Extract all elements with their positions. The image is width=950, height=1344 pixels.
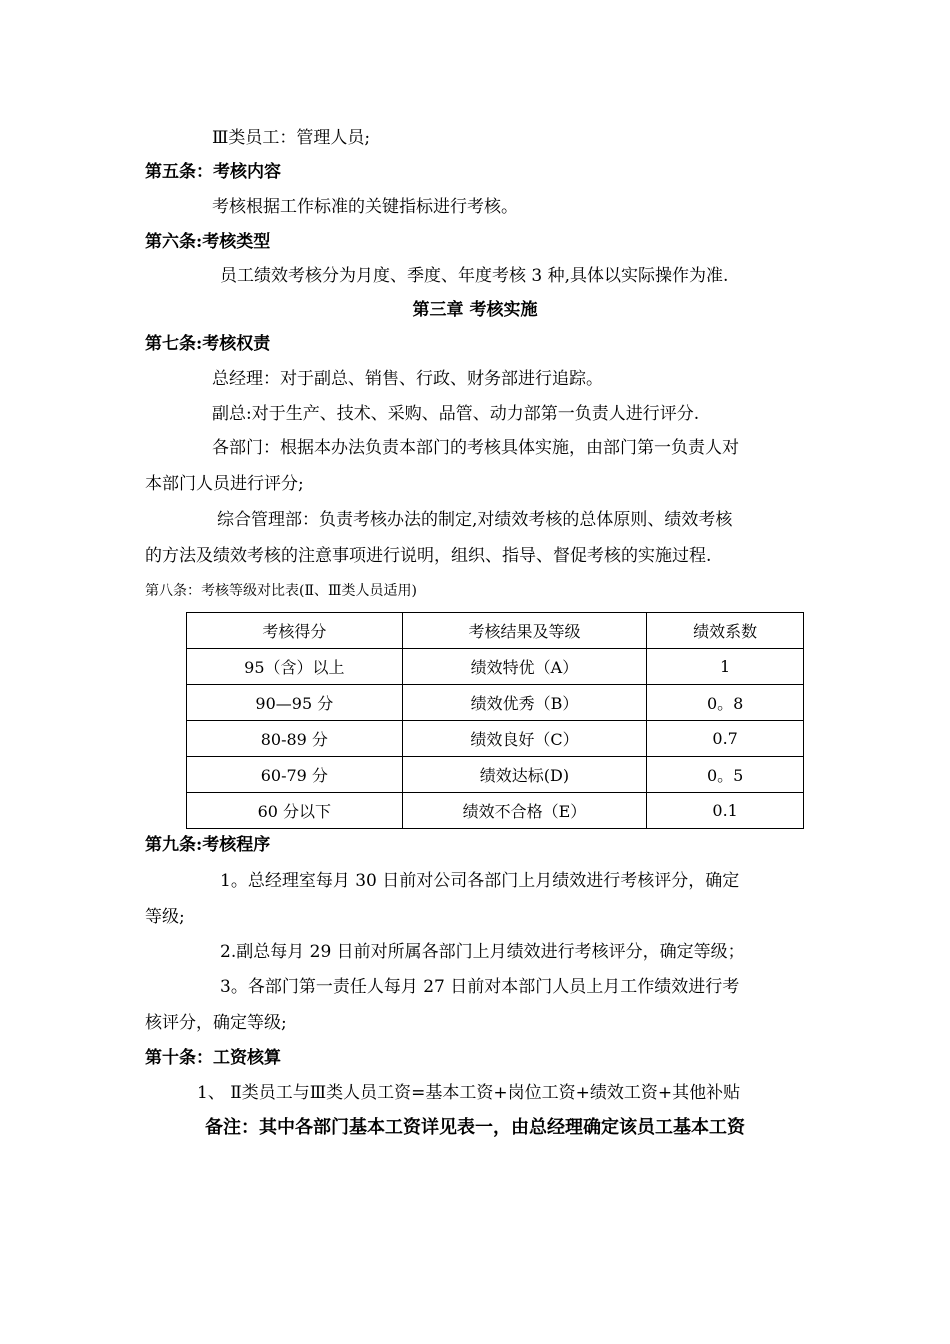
procedure-step-3-cont: 核评分，确定等级; <box>145 1013 287 1033</box>
table-cell: 绩效不合格（E） <box>402 793 647 829</box>
table-header-cell: 绩效系数 <box>647 613 804 649</box>
heading-article-5: 第五条：考核内容 <box>145 162 281 182</box>
table-header-cell: 考核得分 <box>187 613 403 649</box>
table-cell: 1 <box>647 649 804 685</box>
table-cell: 绩效达标(D) <box>402 757 647 793</box>
table-cell: 绩效良好（C） <box>402 721 647 757</box>
paragraph-admin-dept-cont: 的方法及绩效考核的注意事项进行说明，组织、指导、督促考核的实施过程. <box>145 546 712 566</box>
procedure-step-1: 1。总经理室每月 30 日前对公司各部门上月绩效进行考核评分，确定 <box>220 871 740 891</box>
paragraph-article-5: 考核根据工作标准的关键指标进行考核。 <box>212 197 518 217</box>
paragraph-deputy-manager: 副总:对于生产、技术、采购、品管、动力部第一负责人进行评分. <box>212 404 700 424</box>
procedure-step-1-cont: 等级; <box>145 907 185 927</box>
grade-comparison-table <box>186 612 804 829</box>
table-header-cell: 考核结果及等级 <box>402 613 647 649</box>
table-row <box>187 757 804 793</box>
paragraph-general-manager: 总经理：对于副总、销售、行政、财务部进行追踪。 <box>212 369 603 389</box>
table-cell: 0.7 <box>647 721 804 757</box>
heading-article-7: 第七条:考核权责 <box>145 334 271 354</box>
table-cell: 0.1 <box>647 793 804 829</box>
salary-formula: 1、 Ⅱ类员工与Ⅲ类人员工资=基本工资+岗位工资+绩效工资+其他补贴 <box>197 1083 741 1103</box>
paragraph-article-6: 员工绩效考核分为月度、季度、年度考核 3 种,具体以实际操作为准. <box>220 266 729 286</box>
table-row <box>187 649 804 685</box>
table-cell: 95（含）以上 <box>187 649 403 685</box>
table-row <box>187 685 804 721</box>
heading-article-10: 第十条：工资核算 <box>145 1048 281 1068</box>
table-cell: 80-89 分 <box>187 721 403 757</box>
table-cell: 60-79 分 <box>187 757 403 793</box>
table-header-row <box>187 613 804 649</box>
table-cell: 0。8 <box>647 685 804 721</box>
paragraph-departments: 各部门：根据本办法负责本部门的考核具体实施，由部门第一负责人对 <box>212 438 739 458</box>
procedure-step-3: 3。各部门第一责任人每月 27 日前对本部门人员上月工作绩效进行考 <box>220 977 740 997</box>
heading-article-9: 第九条:考核程序 <box>145 835 271 855</box>
table-cell: 90—95 分 <box>187 685 403 721</box>
procedure-step-2: 2.副总每月 29 日前对所属各部门上月绩效进行考核评分，确定等级； <box>220 942 745 962</box>
table-row <box>187 793 804 829</box>
heading-article-8: 第八条：考核等级对比表(Ⅱ、Ⅲ类人员适用) <box>145 583 417 599</box>
paragraph-departments-cont: 本部门人员进行评分; <box>145 474 304 494</box>
paragraph-employee-class-3: Ⅲ类员工：管理人员; <box>212 128 371 148</box>
table-cell: 60 分以下 <box>187 793 403 829</box>
table-cell: 0。5 <box>647 757 804 793</box>
remark-note: 备注：其中各部门基本工资详见表一，由总经理确定该员工基本工资 <box>205 1117 745 1138</box>
heading-article-6: 第六条:考核类型 <box>145 232 271 252</box>
table-row <box>187 721 804 757</box>
paragraph-admin-dept: 综合管理部：负责考核办法的制定,对绩效考核的总体原则、绩效考核 <box>217 510 733 530</box>
chapter-heading-3: 第三章 考核实施 <box>412 300 538 320</box>
table-cell: 绩效特优（A） <box>402 649 647 685</box>
table-cell: 绩效优秀（B） <box>402 685 647 721</box>
